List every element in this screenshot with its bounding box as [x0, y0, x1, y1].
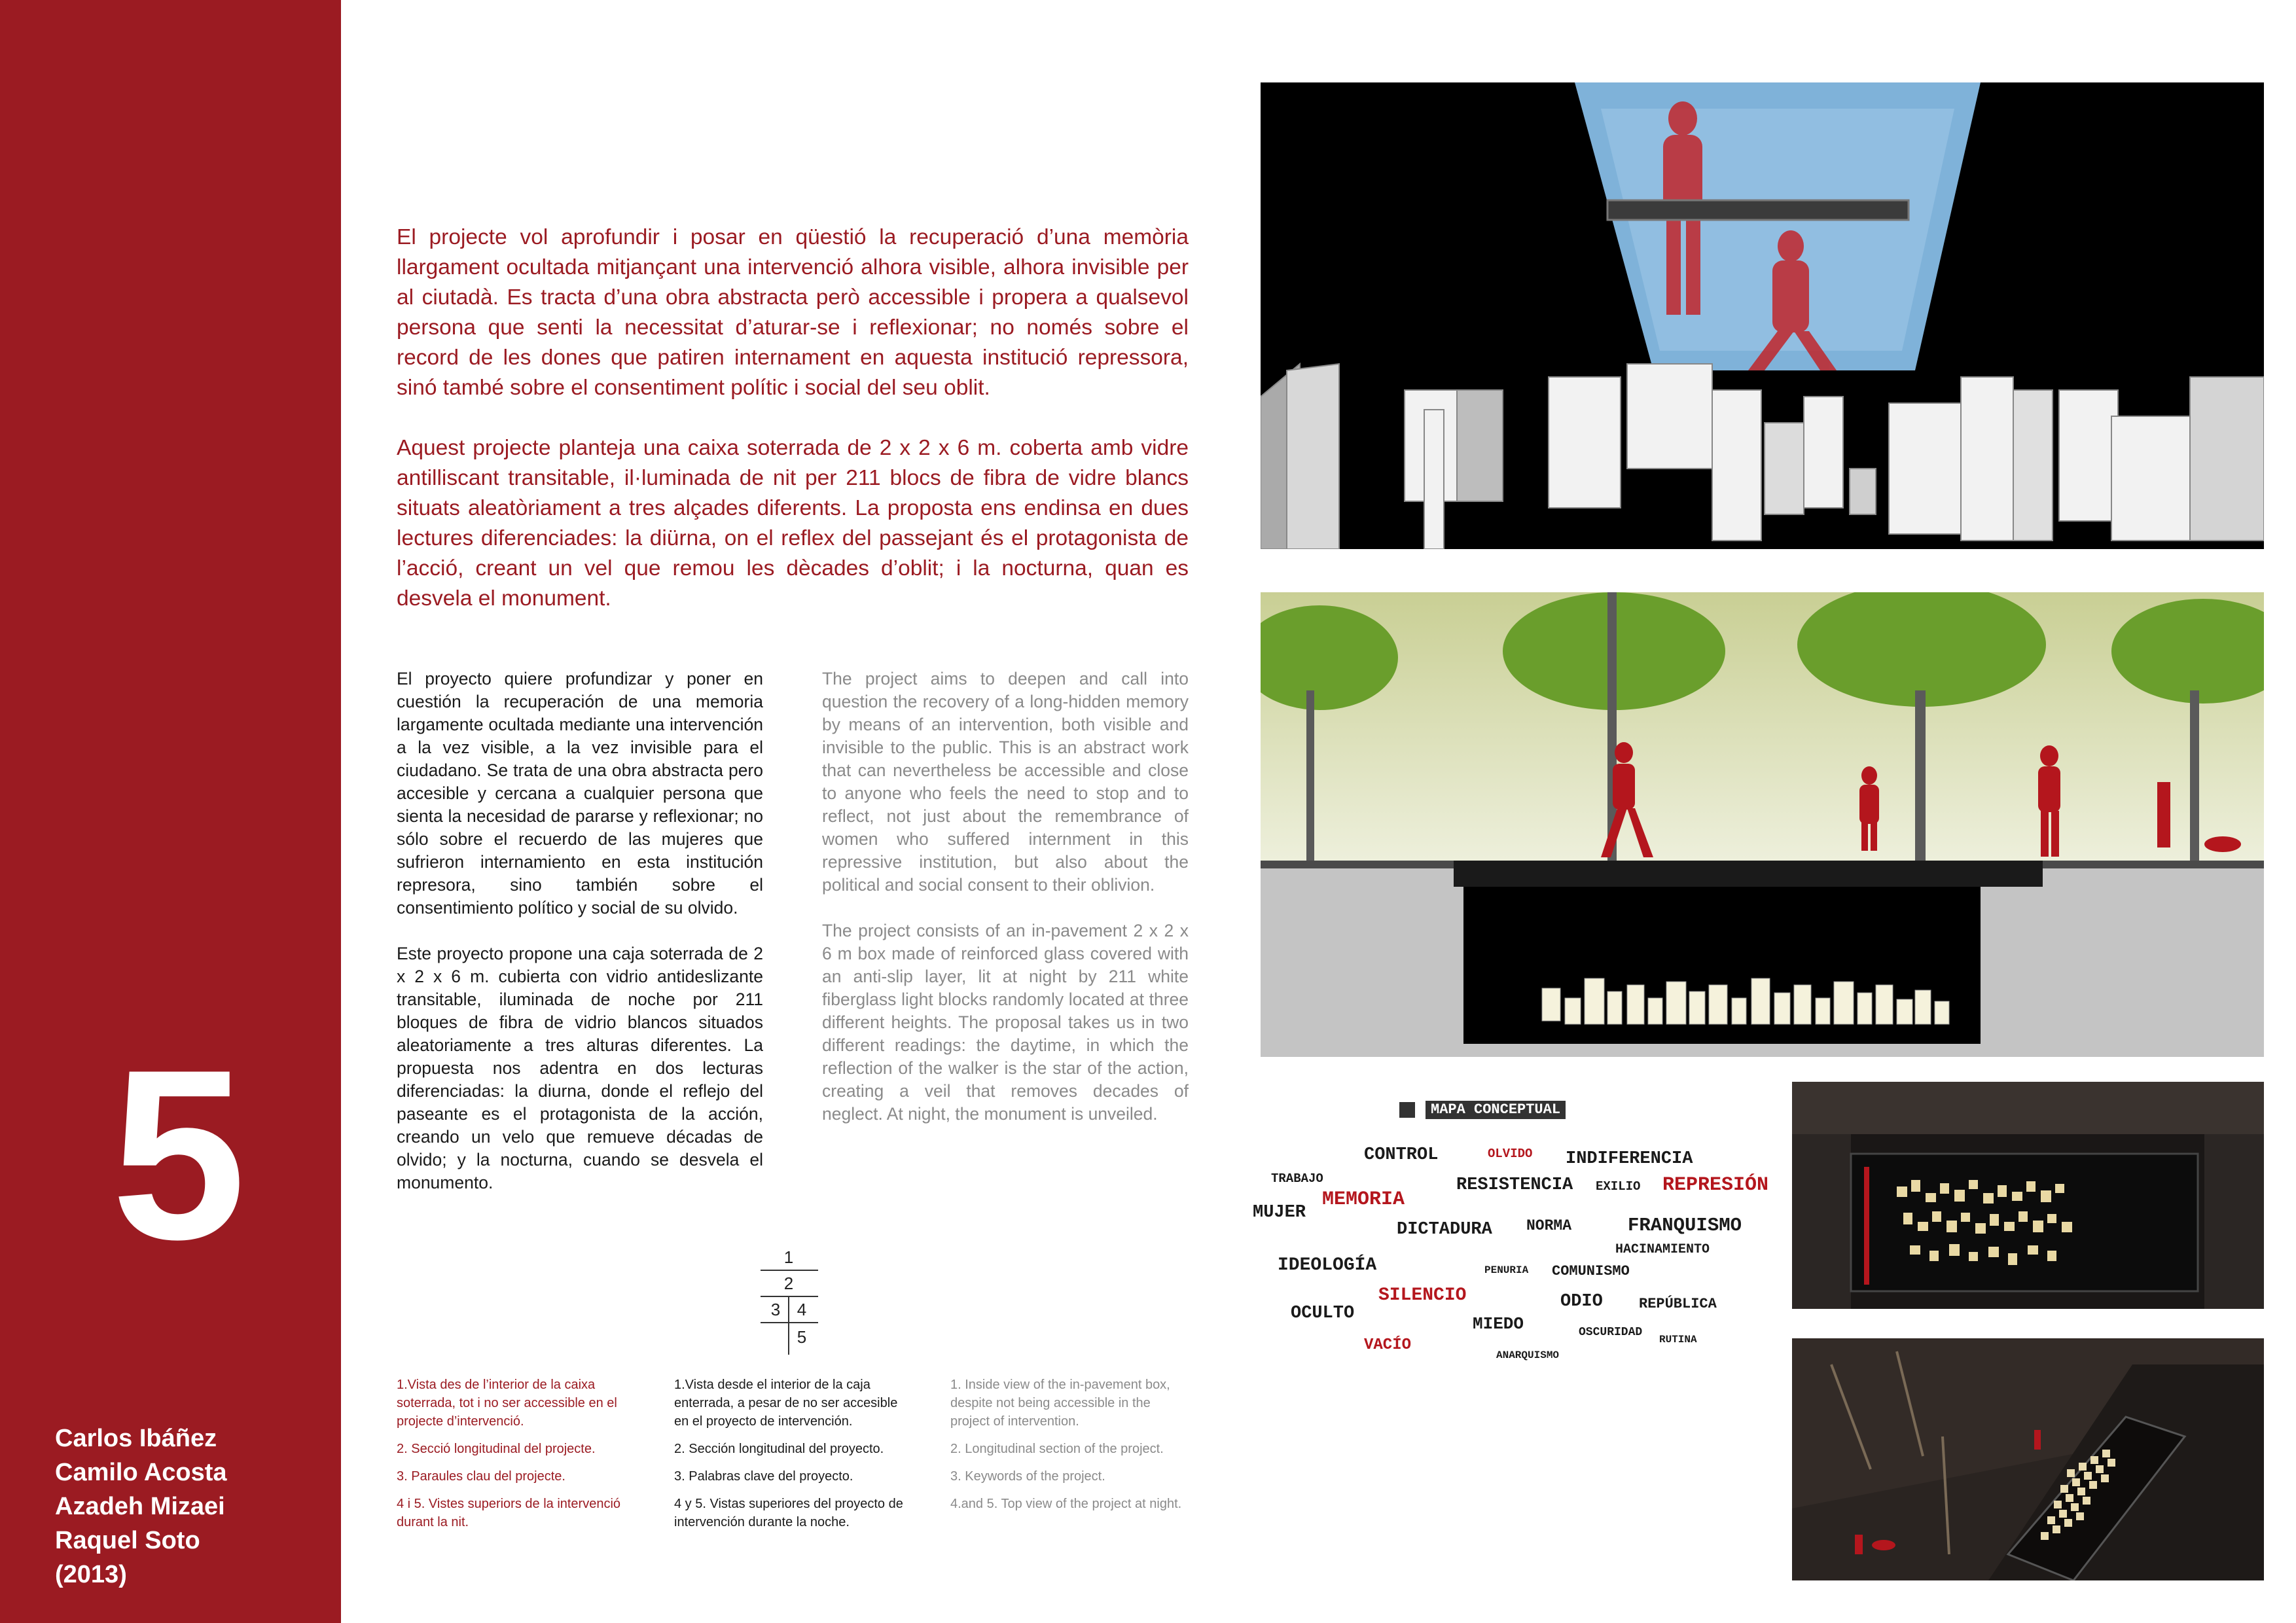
grid-label: 5: [797, 1327, 807, 1347]
keyword: OCULTO: [1291, 1304, 1355, 1323]
catalan-description: [397, 223, 1189, 644]
keyword: MEMORIA: [1322, 1188, 1405, 1211]
spanish-paragraph: El proyecto quiere profundizar y poner en cuestión la recuperación de una memoria largamente ocultada mediante una intervención a la vez visible, a la vez invisible para el ciudadano. Se trata de una obra abstracta pero accesible y cercana a cualquier persona que sienta la necesidad de pararse y reflexionar; no sólo sobre el recuerdo de las mujeres que sufrieron internamiento en esta institución represora, sino también sobre el consentimiento político y social de su olvido.: [397, 669, 763, 918]
keyword: SILENCIO: [1378, 1285, 1467, 1306]
longitudinal-section-render: [1261, 592, 2264, 1057]
keyword: REPRESIÓN: [1662, 1174, 1769, 1196]
image-index-grid: [759, 1245, 818, 1355]
keyword: OLVIDO: [1488, 1147, 1533, 1161]
keyword: DICTADURA: [1397, 1220, 1492, 1240]
keyword: FRANQUISMO: [1628, 1215, 1742, 1236]
keyword: OSCURIDAD: [1579, 1326, 1643, 1339]
grid-label: 3: [770, 1300, 781, 1319]
interior-view-render: [1261, 82, 2264, 549]
keyword: VACÍO: [1364, 1336, 1412, 1354]
caption: 1.Vista desde el interior de la caja enterrada, a pesar de no ser accesible en el proyecto de intervención.: [674, 1378, 898, 1429]
catalan-paragraph: Aquest projecte planteja una caixa soterrada de 2 x 2 x 6 m. coberta amb vidre antilliscant transitable, il·luminada de nit per 211 blocs de fibra de vidre blancs situats aleatòriament a tres alçades diferents. La proposta ens endinsa en dues lectures diferenciades: la diürna, on el reflex del passejant és el protagonista de l’acció, creant un vel que remou les dècades d’oblit; i la nocturna, quan es desvela el monument.: [397, 436, 1189, 611]
square-icon: [1399, 1102, 1415, 1118]
caption: 4.and 5. Top view of the project at night.: [950, 1497, 1182, 1511]
author-name: Camilo Acosta: [55, 1459, 227, 1486]
author-name: Carlos Ibáñez: [55, 1425, 217, 1452]
keyword: TRABAJO: [1271, 1171, 1323, 1186]
keyword: NORMA: [1526, 1217, 1572, 1234]
caption: 4 y 5. Vistas superiores del proyecto de intervención durante la noche.: [674, 1497, 903, 1529]
side-band: [0, 0, 341, 1623]
concept-map-title: MAPA CONCEPTUAL: [1426, 1101, 1566, 1119]
english-paragraph: The project consists of an in-pavement 2 x 2 x 6 m box made of reinforced glass covered with an anti-slip layer, lit at night by 211 white fiberglass light blocks randomly located at three different heights. The proposal takes us in two different readings: the daytime, in which the reflection of the walker is the star of the action, creating a veil that removes decades of neglect. At night, the monument is unveiled.: [822, 921, 1189, 1124]
caption: 2. Secció longitudinal del projecte.: [397, 1442, 596, 1456]
grid-label: 4: [797, 1300, 807, 1319]
catalan-captions: [397, 1376, 632, 1541]
caption: 2. Longitudinal section of the project.: [950, 1442, 1164, 1456]
author-list: [55, 1421, 330, 1592]
grid-divider: [761, 1322, 818, 1323]
keyword: INDIFERENCIA: [1566, 1149, 1693, 1169]
caption: 3. Paraules clau del projecte.: [397, 1469, 565, 1484]
keyword: ANARQUISMO: [1496, 1349, 1560, 1361]
author-name: Raquel Soto: [55, 1527, 200, 1554]
catalan-paragraph: El projecte vol aprofundir i posar en qüestió la recuperació d’una memòria llargament ocultada mitjançant una intervenció alhora visible, alhora invisible per al ciutadà. Es tracta d’una obra abstracta però accessible i propera a qualsevol persona que senti la necessitat d’aturar-se i reflexionar; no només sobre el record de les dones que patiren internament en aquesta institució repressora, sinó també sobre el consentiment polític i social del seu oblit.: [397, 225, 1189, 400]
keyword: MIEDO: [1473, 1314, 1524, 1334]
keyword: RUTINA: [1659, 1334, 1697, 1346]
caption: 1.Vista des de l’interior de la caixa soterrada, tot i no ser accessible en el projecte d’intervenció.: [397, 1378, 617, 1429]
spanish-description: [397, 668, 763, 1217]
keyword: REPÚBLICA: [1639, 1296, 1717, 1312]
caption: 3. Keywords of the project.: [950, 1469, 1105, 1484]
english-paragraph: The project aims to deepen and call into question the recovery of a long-hidden memory by means of an intervention, both visible and invisible to the public. This is an abstract work that can nevertheless be accessible and close to anyone who feels the need to stop and to reflect, not just about the remembrance of women who suffered internment in this repressive institution, but also about the political and social consent to their oblivion.: [822, 669, 1189, 895]
keyword: MUJER: [1253, 1203, 1306, 1222]
project-year: (2013): [55, 1561, 127, 1588]
caption: 2. Sección longitudinal del proyecto.: [674, 1442, 884, 1456]
night-top-view-render-1: [1792, 1082, 2264, 1309]
keyword: CONTROL: [1364, 1145, 1439, 1165]
grid-label: 1: [783, 1247, 794, 1267]
english-captions: [950, 1376, 1186, 1522]
caption: 1. Inside view of the in-pavement box, despite not being accessible in the project of intervention.: [950, 1378, 1170, 1429]
keyword: RESISTENCIA: [1456, 1175, 1573, 1195]
keyword: COMUNISMO: [1552, 1263, 1630, 1279]
concept-map: [1244, 1093, 1806, 1381]
caption: 4 i 5. Vistes superiors de la intervenció durant la nit.: [397, 1497, 621, 1529]
keyword: ODIO: [1560, 1292, 1603, 1311]
project-number: 5: [111, 1020, 246, 1290]
keyword: HACINAMIENTO: [1615, 1242, 1710, 1257]
spanish-paragraph: Este proyecto propone una caja soterrada de 2 x 2 x 6 m. cubierta con vidrio antideslizante transitable, iluminada de noche por 211 bloques de fibra de vidrio blancos situados aleatoriamente a tres alturas diferentes. La propuesta nos adentra en dos lecturas diferenciadas: la diurna, donde el reflejo del paseante es el protagonista de la acción, creando un velo que remueve décadas de olvido; y la nocturna, cuando se desvela el monumento.: [397, 944, 763, 1192]
keyword: IDEOLOGÍA: [1278, 1255, 1377, 1275]
english-description: [822, 668, 1189, 1149]
night-top-view-render-2: [1792, 1338, 2264, 1580]
keyword: EXILIO: [1596, 1179, 1641, 1194]
caption: 3. Palabras clave del proyecto.: [674, 1469, 853, 1484]
spanish-captions: [674, 1376, 910, 1541]
keyword: PENURIA: [1484, 1264, 1529, 1276]
grid-label: 2: [783, 1274, 794, 1293]
author-name: Azadeh Mizaei: [55, 1493, 225, 1520]
